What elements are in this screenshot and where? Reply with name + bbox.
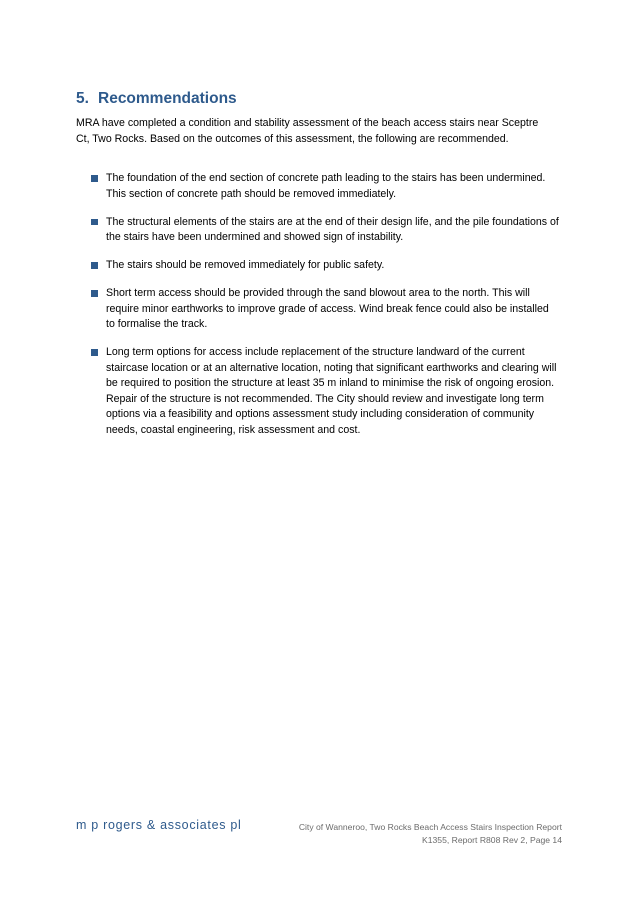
recommendation-text: Long term options for access include replacement of the structure landward of the current staircase location or at an alternative location, noting that significant earthworks and clearing will be required to position the structure at least 35 m inland to minimise the risk of ongoing erosion. Repair of the structure is not recommended. The City should review and investigate long term options via a feasibility and options assessment study including consideration of community needs, coastal engineering, risk assessment and cost.: [106, 346, 557, 436]
footer-report-title: City of Wanneroo, Two Rocks Beach Access Stairs Inspection Report: [298, 822, 562, 832]
company-logo: m p rogers & associates pl: [76, 818, 242, 832]
recommendation-text: Short term access should be provided through the sand blowout area to the north. This will require minor earthworks to improve grade of access. Wind break fence could also be installed to formalise the track.: [106, 287, 549, 330]
list-item: [90, 215, 560, 246]
square-bullet-icon: [91, 290, 98, 297]
recommendations-list: [90, 171, 560, 451]
intro-paragraph: MRA have completed a condition and stability assessment of the beach access stairs near Sceptre Ct, Two Rocks. Based on the outcomes of this assessment, the following are recommended.: [76, 117, 539, 145]
square-bullet-icon: [91, 175, 98, 182]
recommendation-text: The structural elements of the stairs are at the end of their design life, and the pile foundations of the stairs have been undermined and showed sign of instability.: [106, 215, 559, 243]
list-item: [90, 258, 560, 274]
square-bullet-icon: [91, 349, 98, 356]
footer-page-reference: K1355, Report R808 Rev 2, Page 14: [422, 835, 562, 845]
recommendation-text: The foundation of the end section of concrete path leading to the stairs has been undermined. This section of concrete path should be removed immediately.: [106, 172, 546, 200]
section-title: Recommendations: [98, 90, 237, 107]
footer-report-info: [299, 821, 562, 847]
square-bullet-icon: [91, 219, 98, 226]
square-bullet-icon: [91, 262, 98, 269]
list-item: [90, 171, 560, 202]
section-heading: [76, 90, 237, 108]
recommendation-text: The stairs should be removed immediately for public safety.: [106, 259, 385, 271]
list-item: [90, 345, 560, 438]
list-item: [90, 286, 560, 333]
section-number: 5.: [76, 90, 89, 107]
